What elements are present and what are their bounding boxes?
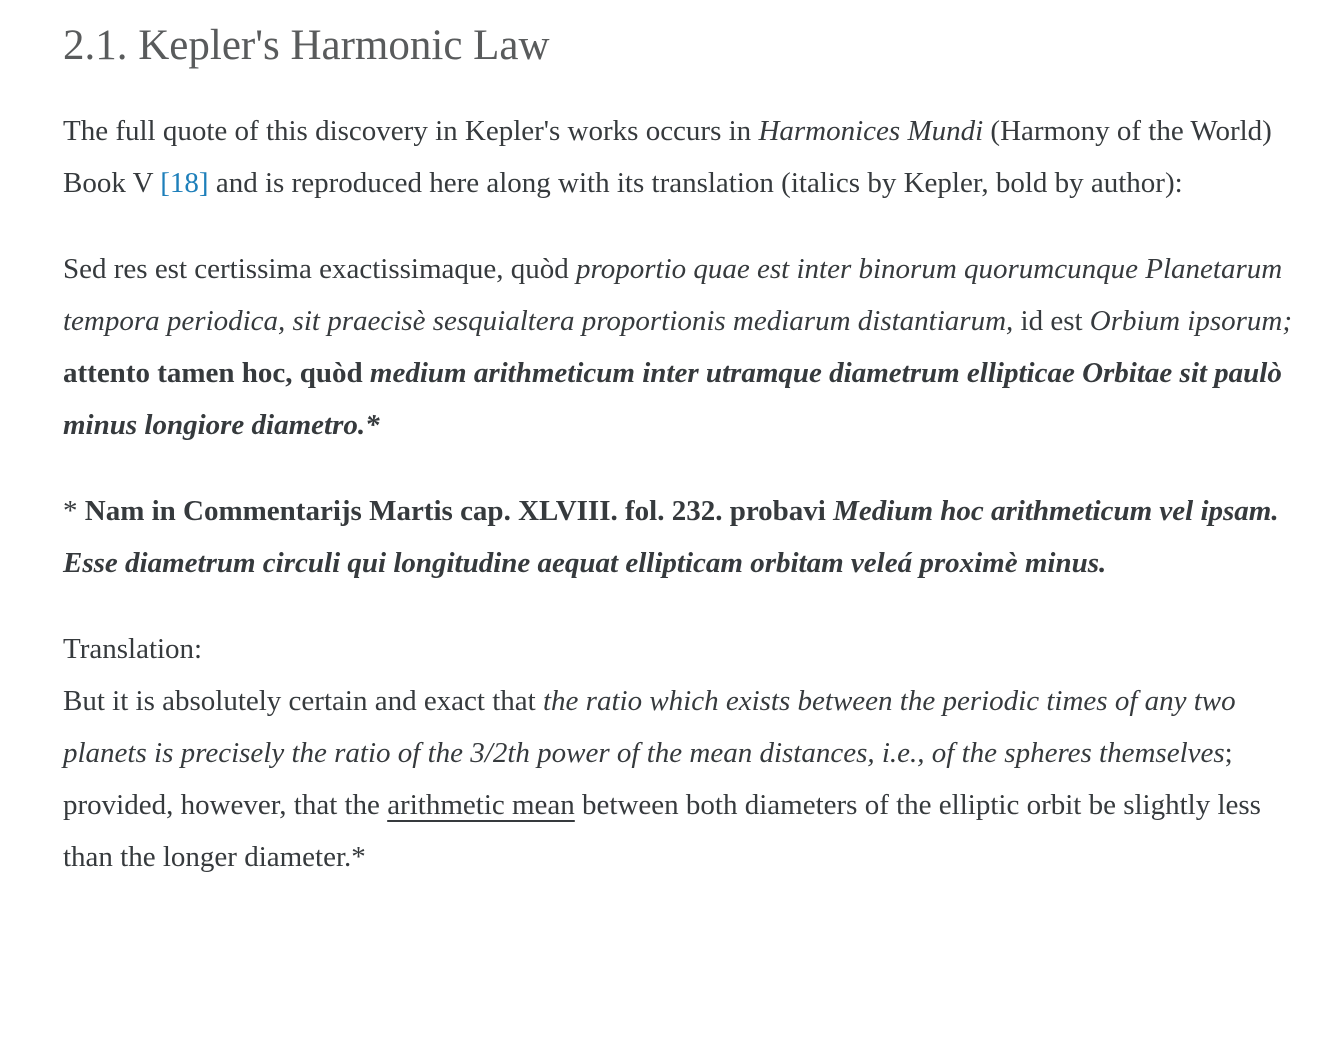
paragraph-footnote [63, 485, 1295, 589]
arithmetic-mean-link[interactable]: arithmetic mean [387, 789, 575, 822]
text-segment: and is reproduced here along with its translation (italics by Kepler, bold by author): [208, 167, 1183, 200]
text-segment-italic: Orbium ipsorum; [1089, 305, 1293, 338]
footnote-asterisk: * [63, 495, 85, 528]
text-segment: Sed res est certissima exactissimaque, quòd [63, 253, 577, 286]
paragraph-latin-quote [63, 243, 1295, 451]
text-segment: The full quote of this discovery in Kepler's works occurs in [63, 115, 759, 148]
text-segment: between both diameters of the elliptic orbit be slightly less than the longer diameter.* [63, 789, 1261, 874]
text-segment-bold-italic: Medium hoc arithmeticum vel ipsam. Esse diametrum circuli qui longitudine aequat ellipticam orbitam veleá proximè minus. [63, 495, 1279, 580]
citation-link-18[interactable]: [18] [160, 167, 209, 200]
text-segment-bold-italic: medium arithmeticum inter utramque diametrum ellipticae Orbitae sit paulò minus longiore diametro.* [63, 357, 1282, 442]
text-segment-bold: attento tamen hoc, quòd [63, 357, 370, 390]
text-segment-italic: Harmonices Mundi [758, 115, 984, 148]
text-segment: But it is absolutely certain and exact that [63, 685, 543, 718]
text-segment: id est [1013, 305, 1090, 338]
paragraph-intro [63, 105, 1295, 209]
text-segment: ; provided, however, that the [63, 737, 1233, 822]
paragraph-translation [63, 623, 1295, 883]
text-segment-italic: the ratio which exists between the periodic times of any two planets is precisely the ratio of the 3/2th power of the mean distances, i.e., of the spheres themselves [63, 685, 1236, 770]
text-segment-italic: proportio quae est inter binorum quorumcunque Planetarum tempora periodica, sit praecisè sesquialtera proportionis mediarum distantiarum, [63, 253, 1283, 338]
translation-label: Translation: [63, 633, 203, 666]
text-segment-bold: Nam in Commentarijs Martis cap. XLVIII. fol. 232. probavi [84, 495, 834, 528]
section-heading: 2.1. Kepler's Harmonic Law [63, 22, 550, 69]
text-segment: (Harmony of the World) Book V [63, 115, 1272, 200]
